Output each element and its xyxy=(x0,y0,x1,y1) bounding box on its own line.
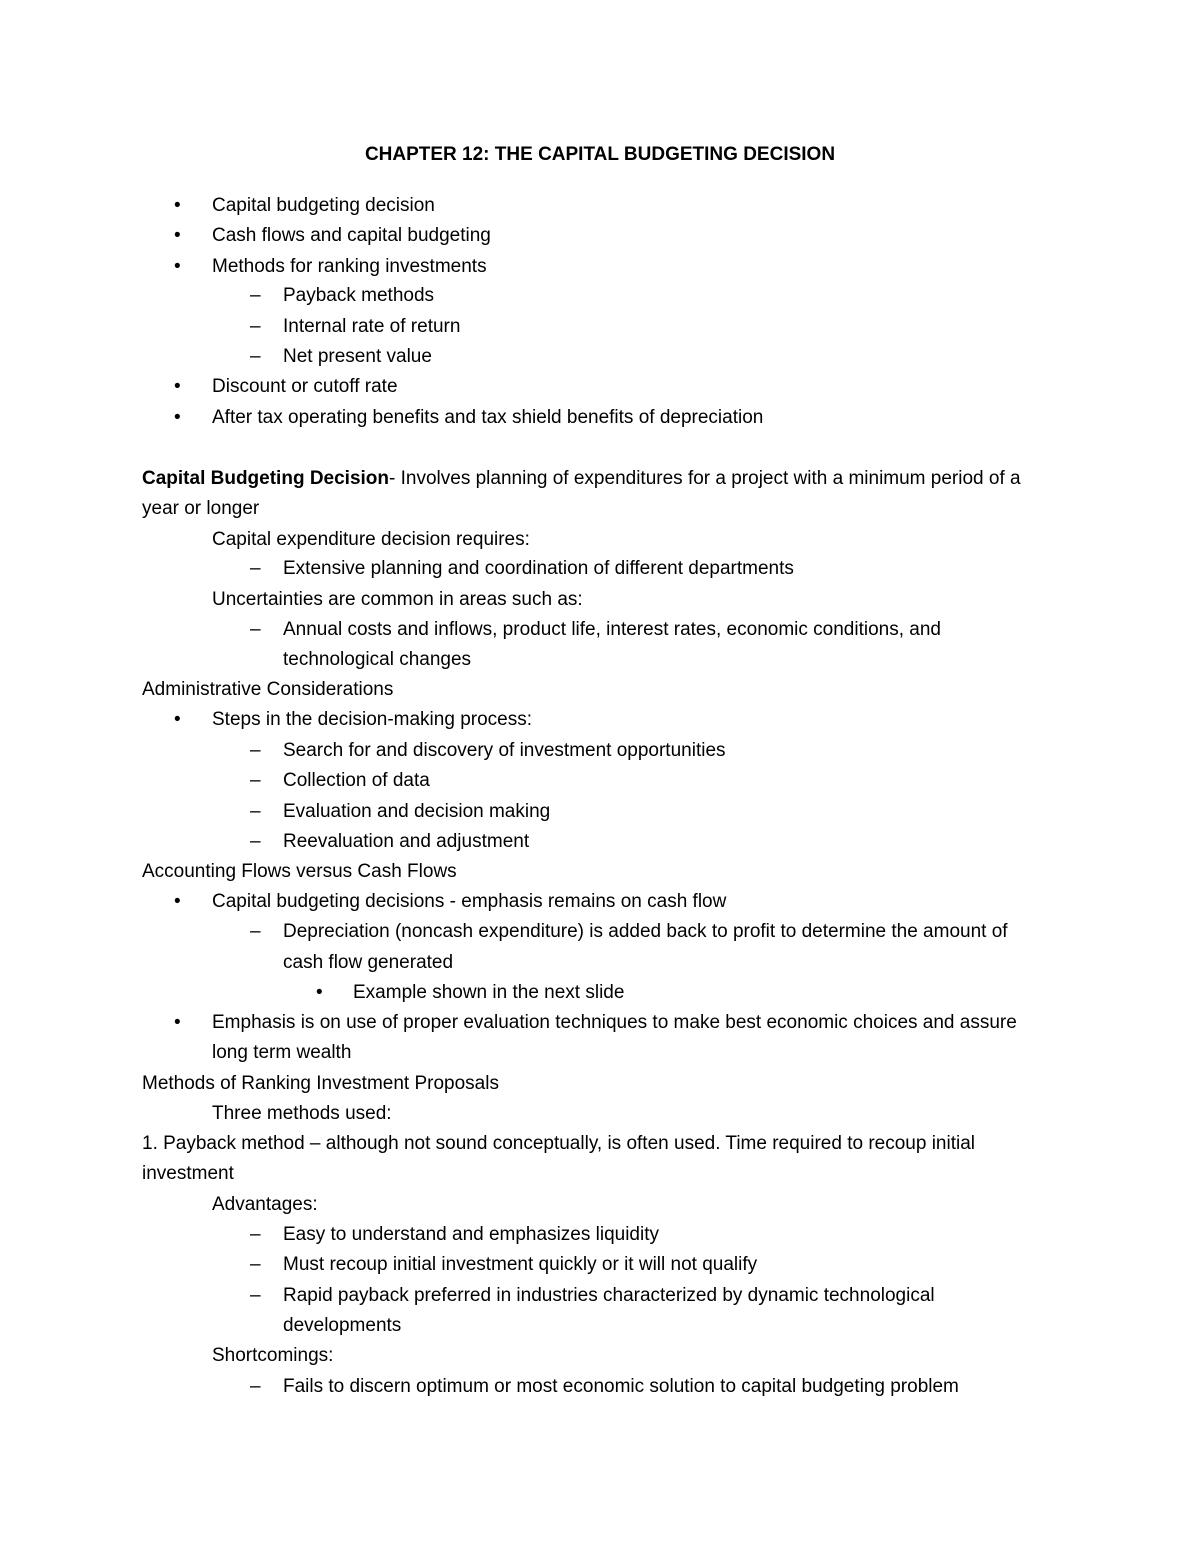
section-heading: Methods of Ranking Investment Proposals xyxy=(142,1073,499,1094)
bullet-marker: • xyxy=(174,376,181,397)
list-item: Easy to understand and emphasizes liquidity xyxy=(283,1224,660,1245)
list-item: Reevaluation and adjustment xyxy=(283,831,530,852)
bullet-marker: • xyxy=(174,195,181,216)
dash-marker: – xyxy=(250,1376,261,1397)
outline-subitem: Internal rate of return xyxy=(283,316,461,337)
bullet-marker: • xyxy=(174,256,181,277)
section-heading: Accounting Flows versus Cash Flows xyxy=(142,861,457,882)
list-item: Search for and discovery of investment opportunities xyxy=(283,740,726,761)
definition-line: year or longer xyxy=(142,498,260,519)
subheading: Advantages: xyxy=(212,1194,318,1215)
list-item: Collection of data xyxy=(283,770,430,791)
subheading: Capital expenditure decision requires: xyxy=(212,529,530,550)
list-item: long term wealth xyxy=(212,1042,352,1063)
list-item: cash flow generated xyxy=(283,952,454,973)
dash-marker: – xyxy=(250,1224,261,1245)
list-item: Fails to discern optimum or most economic solution to capital budgeting problem xyxy=(283,1376,959,1397)
dash-marker: – xyxy=(250,1254,261,1275)
list-item: Rapid payback preferred in industries characterized by dynamic technological xyxy=(283,1285,935,1306)
outline-item: Discount or cutoff rate xyxy=(212,376,398,397)
dash-marker: – xyxy=(250,346,261,367)
definition-term: Capital Budgeting Decision xyxy=(142,468,390,489)
paragraph-line: 1. Payback method – although not sound conceptually, is often used. Time required to recoup initial xyxy=(142,1133,975,1154)
bullet-marker: • xyxy=(316,982,323,1003)
dash-marker: – xyxy=(250,619,261,640)
outline-item: Methods for ranking investments xyxy=(212,256,487,277)
list-item: Example shown in the next slide xyxy=(353,982,625,1003)
bullet-marker: • xyxy=(174,1012,181,1033)
dash-marker: – xyxy=(250,801,261,822)
list-item: Depreciation (noncash expenditure) is added back to profit to determine the amount of xyxy=(283,921,1008,942)
outline-item: Capital budgeting decision xyxy=(212,195,435,216)
subheading: Three methods used: xyxy=(212,1103,392,1124)
bullet-marker: • xyxy=(174,709,181,730)
outline-subitem: Payback methods xyxy=(283,285,435,306)
subheading: Shortcomings: xyxy=(212,1345,334,1366)
chapter-title: CHAPTER 12: THE CAPITAL BUDGETING DECISION xyxy=(364,144,836,165)
dash-marker: – xyxy=(250,740,261,761)
list-item: technological changes xyxy=(283,649,472,670)
dash-marker: – xyxy=(250,316,261,337)
section-heading: Administrative Considerations xyxy=(142,679,394,700)
dash-marker: – xyxy=(250,285,261,306)
bullet-marker: • xyxy=(174,225,181,246)
bullet-marker: • xyxy=(174,407,181,428)
list-item: Steps in the decision-making process: xyxy=(212,709,532,730)
dash-marker: – xyxy=(250,558,261,579)
list-item: Evaluation and decision making xyxy=(283,801,551,822)
outline-item: Cash flows and capital budgeting xyxy=(212,225,491,246)
list-item: Emphasis is on use of proper evaluation techniques to make best economic choices and assure xyxy=(212,1012,1017,1033)
outline-item: After tax operating benefits and tax shield benefits of depreciation xyxy=(212,407,764,428)
definition-text: - Involves planning of expenditures for a project with a minimum period of a xyxy=(389,468,1021,489)
list-item: Annual costs and inflows, product life, interest rates, economic conditions, and xyxy=(283,619,941,640)
list-item: Must recoup initial investment quickly or it will not qualify xyxy=(283,1254,758,1275)
definition-line xyxy=(142,468,1021,490)
subheading: Uncertainties are common in areas such as: xyxy=(212,589,583,610)
dash-marker: – xyxy=(250,921,261,942)
dash-marker: – xyxy=(250,770,261,791)
dash-marker: – xyxy=(250,831,261,852)
bullet-marker: • xyxy=(174,891,181,912)
list-item: developments xyxy=(283,1315,402,1336)
dash-marker: – xyxy=(250,1285,261,1306)
outline-subitem: Net present value xyxy=(283,346,432,367)
list-item: Extensive planning and coordination of different departments xyxy=(283,558,794,579)
paragraph-line: investment xyxy=(142,1163,234,1184)
list-item: Capital budgeting decisions - emphasis remains on cash flow xyxy=(212,891,727,912)
